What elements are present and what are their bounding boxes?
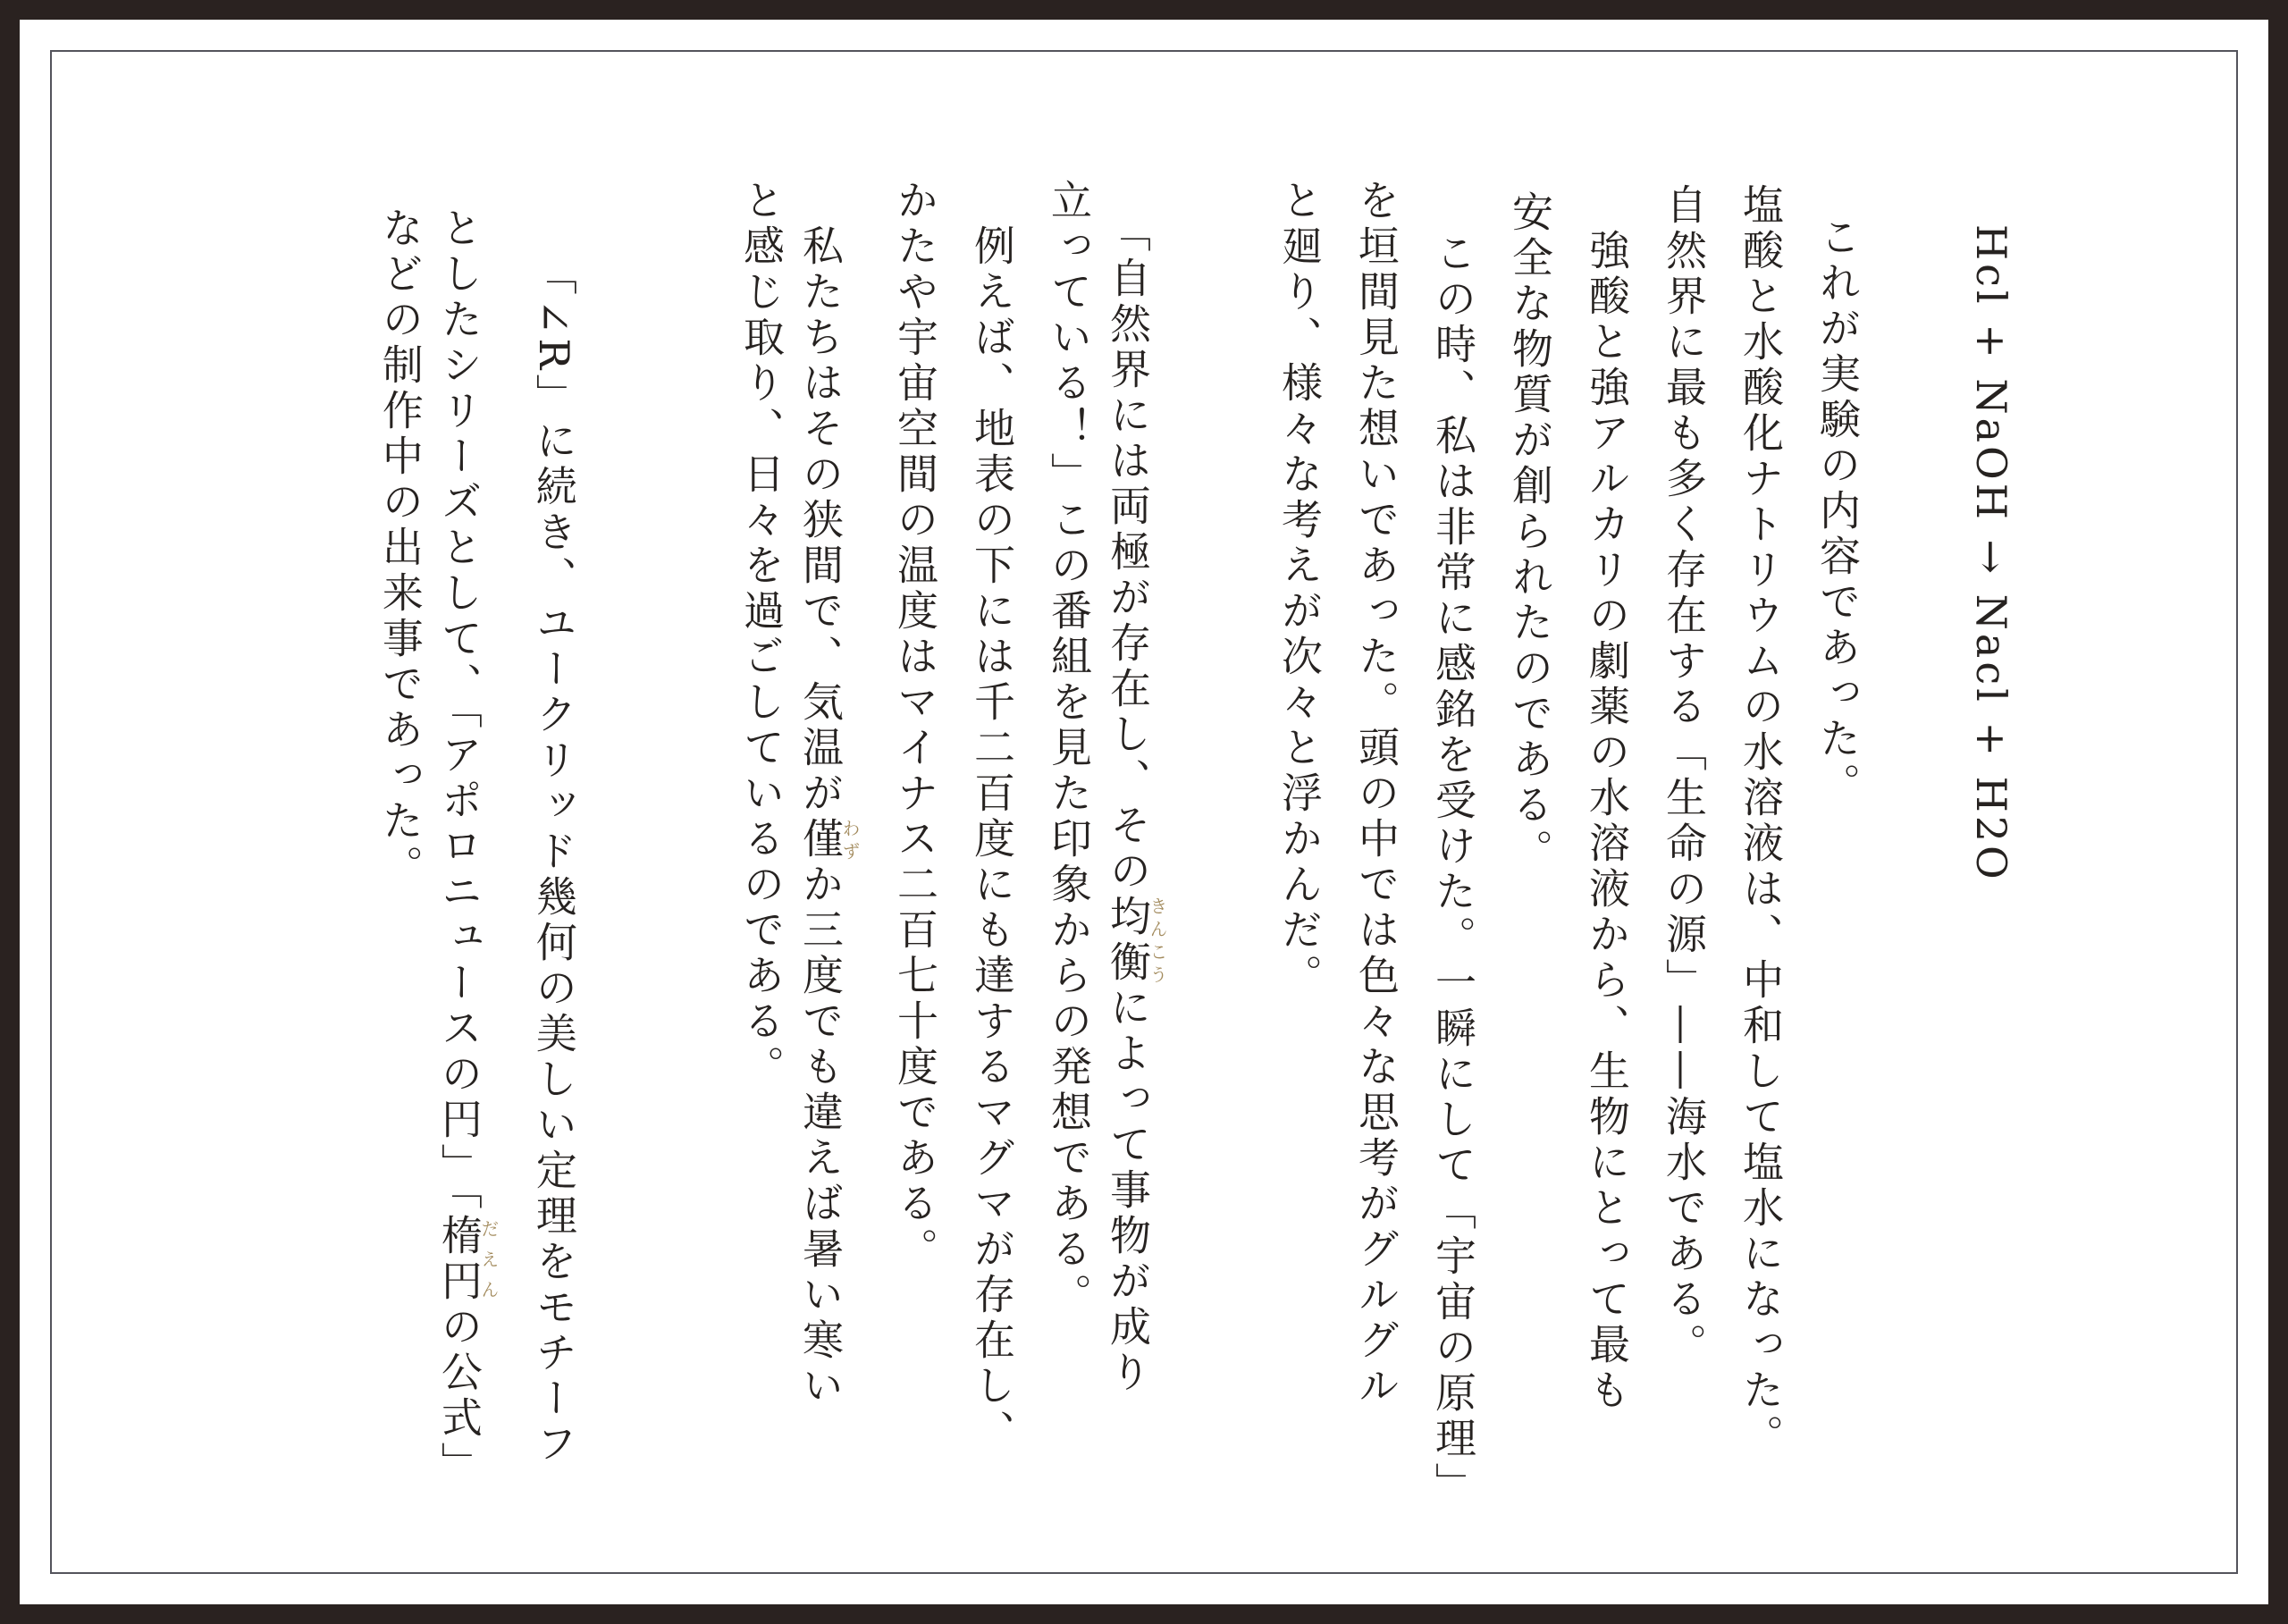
text-run: か三度でも違えば暑い寒い: [796, 862, 845, 1409]
text-run: 強酸と強アルカリの劇薬の水溶液から、生物にとって最も: [1583, 229, 1631, 1415]
text-run: の公式」: [434, 1304, 484, 1487]
text-column-series: [529, 254, 578, 1624]
text-run: 安全な物質が創られたのである。: [1506, 189, 1554, 874]
text-column: [1506, 189, 1554, 1603]
furigana-label: だえん: [477, 1213, 500, 1305]
text-run: などの制作中の出来事であった。: [375, 206, 425, 890]
text-column: [375, 206, 425, 1619]
text-run: 」に続き、ユークリッド幾何の美しい定理をモチーフ: [529, 374, 578, 1468]
formula-column: [1967, 224, 2015, 1624]
text-run: 「: [529, 254, 578, 300]
text-run: と廻り、様々な考えが次々と浮かんだ。: [1275, 179, 1324, 999]
text-run: 例えば、地表の下には千二百度にも達するマグマが存在し、: [968, 224, 1016, 1455]
text-run: 「自然界には両極が存在し、その: [1104, 210, 1152, 895]
text-column: [1275, 179, 1324, 1591]
sideways-latin-text: Hcl + NaOH → Nacl + H2O: [1967, 224, 2015, 883]
text-run: を垣間見た想いであった。頭の中では色々な思考がグルグル: [1352, 179, 1401, 1409]
text-run: によって事物が成り: [1104, 985, 1152, 1396]
text-run: 立っている！」この番組を見た印象からの発想である。: [1045, 179, 1093, 1318]
text-column: [1429, 231, 1477, 1624]
text-column: [1045, 179, 1093, 1591]
text-column: [968, 224, 1016, 1624]
text-column: [737, 179, 786, 1591]
text-column-intro: [1813, 215, 1862, 1624]
text-run: これが実験の内容であった。: [1813, 215, 1862, 808]
text-run: 私たちはその狭間で、気温が: [796, 224, 845, 817]
sideways-latin-text: ∠R: [529, 299, 578, 374]
ruby-annotated-text: 均衡きんこう: [1104, 894, 1168, 986]
text-column: [796, 224, 861, 1624]
text-run: と感じ取り、日々を過ごしているのである。: [737, 179, 786, 1090]
text-column: [1660, 183, 1708, 1595]
text-run: 自然界に最も多く存在する「生命の源」——海水である。: [1660, 183, 1708, 1369]
text-column: [1352, 179, 1401, 1591]
text-run: 塩酸と水酸化ナトリウムの水溶液は、中和して塩水になった。: [1737, 183, 1785, 1460]
text-column: [1737, 183, 1785, 1595]
ruby-annotated-text: 僅わず: [796, 817, 861, 862]
text-column: [434, 206, 500, 1619]
text-column-quote: [1104, 210, 1168, 1623]
text-run: としたシリーズとして、「アポロニュースの円」「: [434, 206, 484, 1214]
text-run: この時、私は非常に感銘を受けた。一瞬にして「宇宙の原理」: [1429, 231, 1477, 1508]
text-column: [891, 179, 939, 1591]
text-run: かたや宇宙空間の温度はマイナス二百七十度である。: [891, 179, 939, 1273]
text-column: [1583, 229, 1631, 1624]
furigana-label: きんこう: [1147, 894, 1168, 986]
ruby-annotated-text: 楕円だえん: [434, 1213, 500, 1305]
furigana-label: わず: [839, 817, 861, 862]
